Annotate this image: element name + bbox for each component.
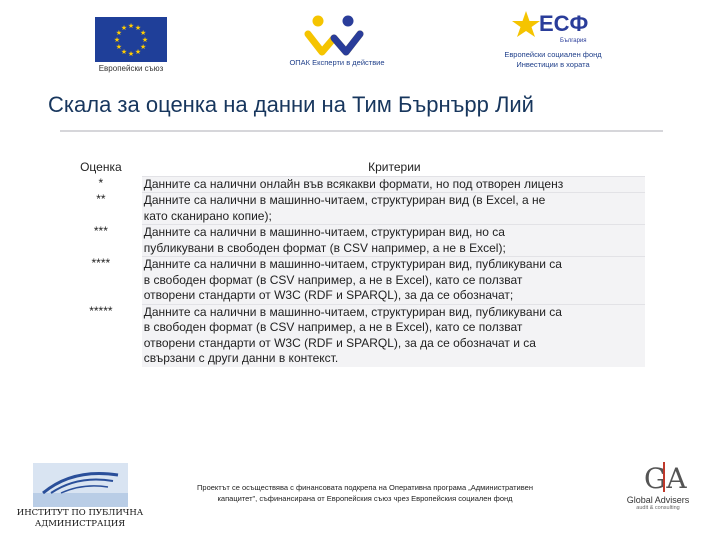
table-row xyxy=(63,224,645,256)
table-row xyxy=(63,192,645,224)
criteria-line: като сканирано копие); xyxy=(143,208,272,223)
eu-star-icon: ★ xyxy=(134,24,142,32)
eu-star-icon: ★ xyxy=(113,37,121,44)
criteria-line: Данните са налични онлайн във всякакви формати, но под отворен лиценз xyxy=(143,176,564,191)
table-row xyxy=(63,256,645,304)
eu-star-icon: ★ xyxy=(141,37,149,44)
header-criteria: Критерии xyxy=(142,160,645,176)
funding-note-line2: капацитет", съфинансирана от Европейския съюз чрез Европейския социален фонд xyxy=(217,493,513,503)
rating-cell: **** xyxy=(63,256,139,304)
criteria-cell xyxy=(142,224,645,256)
rating-cell: *** xyxy=(63,224,139,256)
criteria-cell xyxy=(142,176,645,193)
page-title: Скала за оценка на данни на Тим Бърнърр Лий xyxy=(48,92,534,117)
eu-star-icon: ★ xyxy=(120,49,128,57)
eu-star-icon: ★ xyxy=(139,44,147,51)
rating-cell: * xyxy=(63,176,139,193)
opak-figures-icon xyxy=(304,14,364,58)
global-advisers-icon xyxy=(640,458,687,495)
eu-flag-icon xyxy=(95,17,167,62)
criteria-line: в свободен формат (в CSV например, а не в Excel), като се ползват xyxy=(143,272,523,287)
criteria-cell xyxy=(142,256,645,304)
rating-table xyxy=(63,160,645,367)
esf-star-icon xyxy=(512,9,592,47)
criteria-line: отворени стандарти от W3C (RDF и SPARQL), за да се обозначат; xyxy=(143,288,514,302)
ipa-caption xyxy=(10,508,150,530)
eu-star-icon: ★ xyxy=(134,49,142,57)
ipa-emblem-icon xyxy=(33,463,128,507)
criteria-line: Данните са налични в машинно-читаем, структуриран вид (в Excel, а не xyxy=(143,193,546,207)
criteria-line: публикувани в свободен формат (в CSV например, а не в Excel); xyxy=(143,240,506,255)
table-header-row xyxy=(63,160,645,176)
ga-name: Global Advisers xyxy=(626,495,690,505)
table-row xyxy=(63,176,645,193)
rating-cell: ** xyxy=(63,192,139,224)
eu-star-icon: ★ xyxy=(139,30,147,37)
criteria-line: свързани с други данни в контекст. xyxy=(143,351,339,365)
eu-star-icon: ★ xyxy=(115,44,123,51)
header-rating: Оценка xyxy=(63,160,139,176)
ipa-caption-line2: АДМИНИСТРАЦИЯ xyxy=(34,519,126,529)
ga-mark: GA xyxy=(644,462,687,495)
esf-label: ЕСФ xyxy=(539,11,589,36)
esf-caption-line1: Европейски социален фонд xyxy=(504,50,602,59)
eu-star-icon: ★ xyxy=(115,30,123,37)
esf-caption xyxy=(488,50,618,70)
criteria-line: Данните са налични в машинно-читаем, структуриран вид, но са xyxy=(143,225,505,239)
rating-cell: ***** xyxy=(63,304,139,367)
criteria-cell xyxy=(142,192,645,224)
title-divider xyxy=(60,130,663,132)
criteria-line: Данните са налични в машинно-читаем, структуриран вид, публикувани са xyxy=(143,304,562,319)
criteria-line: отворени стандарти от W3C (RDF и SPARQL), за да се обозначат и са xyxy=(143,335,536,350)
funding-note-line1: Проектът се осъществява с финансовата подкрепа на Оперативна програма „Административен xyxy=(197,483,533,492)
opak-caption: ОПАК Експерти в действие xyxy=(289,58,385,67)
table-row xyxy=(63,304,645,367)
eu-star-icon: ★ xyxy=(127,51,135,58)
criteria-line: Данните са налични в машинно-читаем, структуриран вид, публикувани са xyxy=(143,257,562,271)
esf-caption-line2: Инвестиции в хората xyxy=(516,60,590,69)
funding-note xyxy=(150,483,580,504)
eu-caption: Европейски съюз xyxy=(98,64,164,73)
criteria-cell xyxy=(142,304,645,367)
ga-sub: audit & consulting xyxy=(636,505,680,511)
eu-star-icon: ★ xyxy=(120,24,128,32)
esf-country: България xyxy=(560,38,587,44)
criteria-line: в свободен формат (в CSV например, а не в Excel), като се ползват xyxy=(143,320,523,334)
ipa-caption-line1: ИНСТИТУТ ПО ПУБЛИЧНА xyxy=(16,508,144,518)
eu-star-icon: ★ xyxy=(127,23,135,30)
table-body xyxy=(63,176,645,367)
